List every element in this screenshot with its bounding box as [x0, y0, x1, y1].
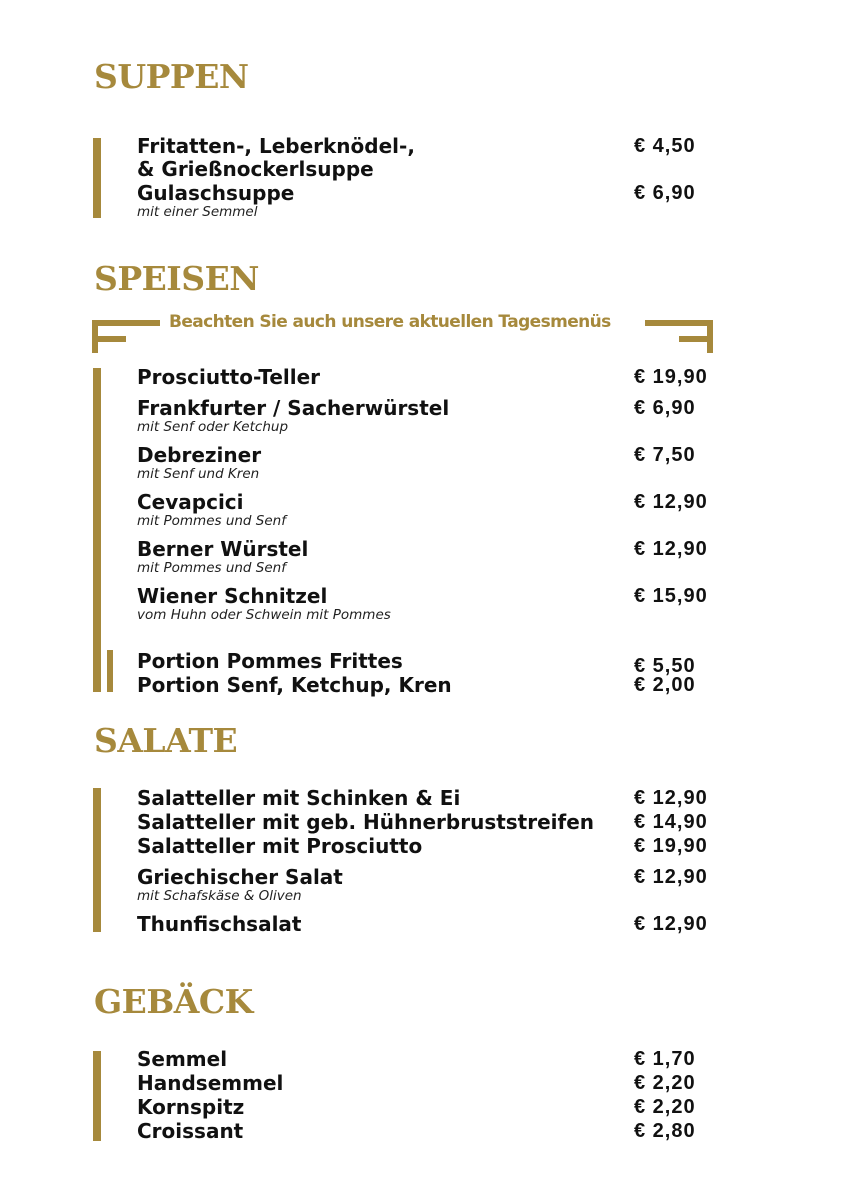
menu-item-price: € 12,90 — [634, 538, 708, 560]
section-bar — [93, 1051, 101, 1141]
menu-item-price: € 7,50 — [634, 444, 696, 466]
menu-item-name: Fritatten-, Leberknödel-, — [137, 134, 415, 158]
menu-item-description: mit Pommes und Senf — [137, 513, 286, 529]
menu-item-price: € 2,20 — [634, 1096, 696, 1118]
section-title-speisen: SPEISEN — [94, 259, 259, 298]
menu-item-description: mit Senf oder Ketchup — [137, 419, 289, 435]
section-title-suppen: SUPPEN — [94, 57, 249, 96]
menu-item-price: € 12,90 — [634, 787, 708, 809]
menu-item-description: mit Schafskäse & Oliven — [137, 888, 302, 904]
section-bar — [93, 368, 101, 692]
section-bar — [93, 138, 101, 218]
banner-corner-right-foot — [679, 336, 713, 342]
banner-line-left — [92, 320, 160, 326]
menu-item-name: Portion Senf, Ketchup, Kren — [137, 673, 452, 697]
menu-item-price: € 4,50 — [634, 135, 696, 157]
menu-item-price: € 5,50 — [634, 655, 696, 677]
menu-item-name: Croissant — [137, 1119, 244, 1143]
menu-item-description: mit Pommes und Senf — [137, 560, 286, 576]
menu-item-price: € 19,90 — [634, 835, 708, 857]
menu-item-name: Griechischer Salat — [137, 865, 343, 889]
menu-item-name: Salatteller mit Prosciutto — [137, 834, 423, 858]
menu-item-price: € 2,00 — [634, 674, 696, 696]
menu-item-name: Debreziner — [137, 443, 262, 467]
menu-item-price: € 15,90 — [634, 585, 708, 607]
menu-item-price: € 12,90 — [634, 866, 708, 888]
menu-item-name: Prosciutto-Teller — [137, 365, 321, 389]
menu-item-name: Gulaschsuppe — [137, 181, 295, 205]
menu-item-description: mit Senf und Kren — [137, 466, 260, 482]
menu-item-price: € 6,90 — [634, 182, 696, 204]
section-bar-secondary — [107, 650, 113, 692]
menu-item-name: Salatteller mit geb. Hühnerbruststreifen — [137, 810, 595, 834]
menu-item-description: mit einer Semmel — [137, 204, 258, 220]
menu-item-price: € 2,80 — [634, 1120, 696, 1142]
menu-item-name: Cevapcici — [137, 490, 244, 514]
menu-item-price: € 14,90 — [634, 811, 708, 833]
menu-item-price: € 12,90 — [634, 491, 708, 513]
menu-item-price: € 2,20 — [634, 1072, 696, 1094]
section-title-salate: SALATE — [94, 721, 238, 760]
menu-item-price: € 19,90 — [634, 366, 708, 388]
menu-item-name: Kornspitz — [137, 1095, 245, 1119]
menu-item-price: € 12,90 — [634, 913, 708, 935]
menu-item-name: Portion Pommes Frittes — [137, 649, 403, 673]
menu-item-description: vom Huhn oder Schwein mit Pommes — [137, 607, 391, 623]
section-bar — [93, 788, 101, 932]
menu-item-name: Semmel — [137, 1047, 228, 1071]
menu-item-name: Thunfischsalat — [137, 912, 302, 936]
menu-item-name: Wiener Schnitzel — [137, 584, 328, 608]
menu-item-price: € 1,70 — [634, 1048, 696, 1070]
section-title-gebaeck: GEBÄCK — [94, 982, 253, 1021]
banner-corner-left-foot — [92, 336, 126, 342]
banner-line-right — [645, 320, 713, 326]
menu-item-name: & Grießnockerlsuppe — [137, 157, 374, 181]
menu-item-name: Frankfurter / Sacherwürstel — [137, 396, 450, 420]
menu-item-name: Salatteller mit Schinken & Ei — [137, 786, 461, 810]
daily-menu-notice: Beachten Sie auch unsere aktuellen Tagesmenüs — [169, 312, 611, 332]
menu-item-price: € 6,90 — [634, 397, 696, 419]
menu-item-name: Handsemmel — [137, 1071, 284, 1095]
menu-item-name: Berner Würstel — [137, 537, 309, 561]
